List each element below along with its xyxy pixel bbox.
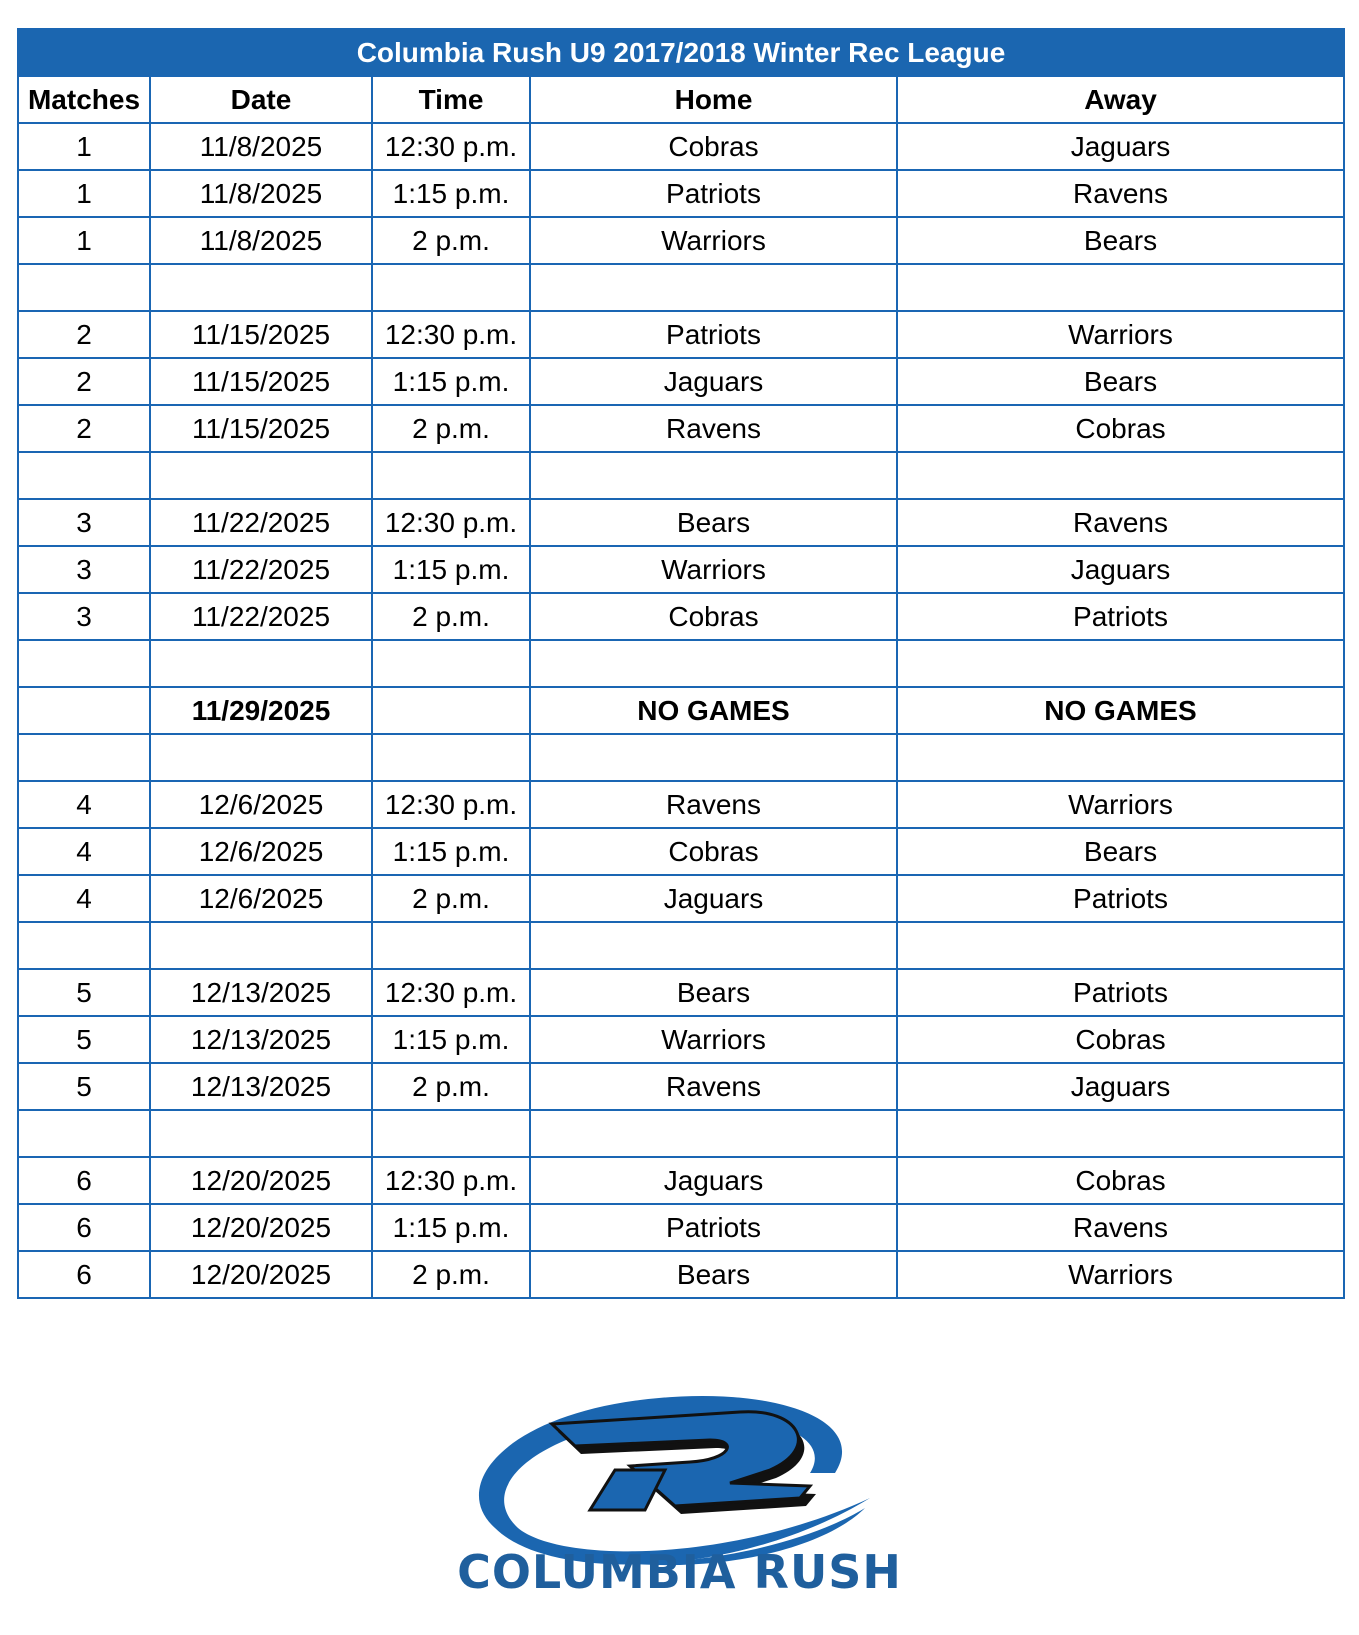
- cell-match: 3: [18, 593, 150, 640]
- schedule-body: [18, 123, 1344, 1298]
- cell-match: [18, 922, 150, 969]
- cell-home: [530, 640, 897, 687]
- cell-home: [530, 1110, 897, 1157]
- cell-time: [372, 687, 530, 734]
- cell-time: [372, 264, 530, 311]
- cell-match: 6: [18, 1157, 150, 1204]
- table-row: [18, 452, 1344, 499]
- cell-date: 12/6/2025: [150, 828, 372, 875]
- cell-match: [18, 640, 150, 687]
- cell-time: 12:30 p.m.: [372, 781, 530, 828]
- cell-home: Cobras: [530, 828, 897, 875]
- cell-away: NO GAMES: [897, 687, 1344, 734]
- cell-match: 1: [18, 217, 150, 264]
- table-row: [18, 781, 1344, 828]
- table-row: [18, 123, 1344, 170]
- cell-home: Bears: [530, 969, 897, 1016]
- cell-home: Patriots: [530, 1204, 897, 1251]
- cell-home: Ravens: [530, 781, 897, 828]
- cell-away: Bears: [897, 828, 1344, 875]
- cell-away: Cobras: [897, 1157, 1344, 1204]
- table-row: [18, 264, 1344, 311]
- cell-match: 4: [18, 875, 150, 922]
- cell-match: 4: [18, 781, 150, 828]
- cell-away: Jaguars: [897, 123, 1344, 170]
- cell-date: 12/20/2025: [150, 1251, 372, 1298]
- cell-date: 12/20/2025: [150, 1157, 372, 1204]
- cell-date: [150, 452, 372, 499]
- cell-time: 2 p.m.: [372, 405, 530, 452]
- table-row: [18, 499, 1344, 546]
- cell-time: [372, 1110, 530, 1157]
- cell-match: [18, 264, 150, 311]
- table-row: [18, 922, 1344, 969]
- cell-away: Patriots: [897, 875, 1344, 922]
- cell-home: Cobras: [530, 123, 897, 170]
- cell-match: 3: [18, 546, 150, 593]
- table-row: [18, 875, 1344, 922]
- cell-time: 2 p.m.: [372, 875, 530, 922]
- cell-match: 5: [18, 1063, 150, 1110]
- cell-date: 12/13/2025: [150, 969, 372, 1016]
- cell-home: Warriors: [530, 546, 897, 593]
- cell-match: [18, 734, 150, 781]
- cell-away: Ravens: [897, 499, 1344, 546]
- cell-time: 2 p.m.: [372, 1063, 530, 1110]
- table-row: [18, 969, 1344, 1016]
- cell-home: Warriors: [530, 217, 897, 264]
- cell-match: 1: [18, 123, 150, 170]
- cell-home: Patriots: [530, 170, 897, 217]
- cell-date: [150, 922, 372, 969]
- table-row: [18, 217, 1344, 264]
- cell-away: Bears: [897, 358, 1344, 405]
- cell-date: 11/15/2025: [150, 405, 372, 452]
- table-row: [18, 170, 1344, 217]
- cell-home: Jaguars: [530, 875, 897, 922]
- table-row: [18, 546, 1344, 593]
- cell-away: [897, 264, 1344, 311]
- cell-date: 11/22/2025: [150, 593, 372, 640]
- cell-match: 2: [18, 358, 150, 405]
- cell-match: 4: [18, 828, 150, 875]
- cell-match: [18, 1110, 150, 1157]
- schedule-sheet: [17, 28, 1343, 1299]
- cell-home: [530, 452, 897, 499]
- cell-away: Warriors: [897, 1251, 1344, 1298]
- cell-away: [897, 734, 1344, 781]
- cell-away: [897, 640, 1344, 687]
- table-row: [18, 734, 1344, 781]
- cell-away: Warriors: [897, 781, 1344, 828]
- cell-away: Ravens: [897, 1204, 1344, 1251]
- cell-away: [897, 452, 1344, 499]
- cell-time: 12:30 p.m.: [372, 969, 530, 1016]
- cell-time: 1:15 p.m.: [372, 170, 530, 217]
- cell-time: 2 p.m.: [372, 593, 530, 640]
- cell-date: 11/15/2025: [150, 311, 372, 358]
- cell-away: [897, 1110, 1344, 1157]
- cell-home: Cobras: [530, 593, 897, 640]
- table-row: [18, 1110, 1344, 1157]
- cell-time: [372, 922, 530, 969]
- cell-home: Ravens: [530, 1063, 897, 1110]
- cell-home: Jaguars: [530, 358, 897, 405]
- table-row: [18, 593, 1344, 640]
- table-row: [18, 405, 1344, 452]
- cell-date: 11/29/2025: [150, 687, 372, 734]
- cell-time: 1:15 p.m.: [372, 828, 530, 875]
- cell-time: 1:15 p.m.: [372, 1204, 530, 1251]
- cell-away: Warriors: [897, 311, 1344, 358]
- table-row: [18, 1063, 1344, 1110]
- cell-date: [150, 640, 372, 687]
- cell-date: 12/6/2025: [150, 875, 372, 922]
- table-row: [18, 1204, 1344, 1251]
- column-header-time: Time: [372, 76, 530, 123]
- cell-away: Patriots: [897, 969, 1344, 1016]
- table-row: [18, 828, 1344, 875]
- cell-time: 1:15 p.m.: [372, 358, 530, 405]
- cell-date: 11/8/2025: [150, 123, 372, 170]
- cell-date: [150, 264, 372, 311]
- cell-time: 2 p.m.: [372, 217, 530, 264]
- cell-date: 12/20/2025: [150, 1204, 372, 1251]
- table-row: [18, 358, 1344, 405]
- cell-time: [372, 640, 530, 687]
- cell-home: Bears: [530, 499, 897, 546]
- cell-match: [18, 687, 150, 734]
- cell-date: [150, 1110, 372, 1157]
- cell-home: [530, 264, 897, 311]
- cell-away: [897, 922, 1344, 969]
- cell-match: 5: [18, 969, 150, 1016]
- title-row: [18, 29, 1344, 76]
- table-title: Columbia Rush U9 2017/2018 Winter Rec League: [18, 29, 1344, 76]
- cell-date: 11/8/2025: [150, 217, 372, 264]
- cell-away: Cobras: [897, 1016, 1344, 1063]
- cell-away: Jaguars: [897, 1063, 1344, 1110]
- cell-match: 3: [18, 499, 150, 546]
- cell-away: Jaguars: [897, 546, 1344, 593]
- cell-match: 1: [18, 170, 150, 217]
- cell-date: 12/13/2025: [150, 1063, 372, 1110]
- cell-away: Cobras: [897, 405, 1344, 452]
- cell-away: Ravens: [897, 170, 1344, 217]
- cell-time: 2 p.m.: [372, 1251, 530, 1298]
- cell-date: 11/22/2025: [150, 499, 372, 546]
- table-row: [18, 1251, 1344, 1298]
- cell-date: 11/15/2025: [150, 358, 372, 405]
- cell-home: NO GAMES: [530, 687, 897, 734]
- cell-match: 2: [18, 405, 150, 452]
- cell-home: Patriots: [530, 311, 897, 358]
- column-header-home: Home: [530, 76, 897, 123]
- cell-date: 11/8/2025: [150, 170, 372, 217]
- table-row: [18, 1016, 1344, 1063]
- cell-match: 5: [18, 1016, 150, 1063]
- cell-time: 1:15 p.m.: [372, 546, 530, 593]
- cell-home: Jaguars: [530, 1157, 897, 1204]
- cell-time: 12:30 p.m.: [372, 123, 530, 170]
- cell-date: 12/13/2025: [150, 1016, 372, 1063]
- schedule-table: [17, 28, 1345, 1299]
- cell-time: 12:30 p.m.: [372, 1157, 530, 1204]
- table-row: [18, 687, 1344, 734]
- columbia-rush-wordmark: COLUMBIA RUSH: [457, 1545, 902, 1599]
- cell-time: 1:15 p.m.: [372, 1016, 530, 1063]
- table-row: [18, 311, 1344, 358]
- cell-time: [372, 452, 530, 499]
- cell-time: 12:30 p.m.: [372, 499, 530, 546]
- table-row: [18, 640, 1344, 687]
- cell-match: 2: [18, 311, 150, 358]
- cell-home: Warriors: [530, 1016, 897, 1063]
- column-header-away: Away: [897, 76, 1344, 123]
- cell-home: [530, 922, 897, 969]
- cell-away: Patriots: [897, 593, 1344, 640]
- cell-time: [372, 734, 530, 781]
- column-header-matches: Matches: [18, 76, 150, 123]
- cell-home: Bears: [530, 1251, 897, 1298]
- table-row: [18, 1157, 1344, 1204]
- cell-away: Bears: [897, 217, 1344, 264]
- cell-date: [150, 734, 372, 781]
- column-header-date: Date: [150, 76, 372, 123]
- header-row: [18, 76, 1344, 123]
- cell-home: Ravens: [530, 405, 897, 452]
- cell-date: 12/6/2025: [150, 781, 372, 828]
- cell-match: [18, 452, 150, 499]
- cell-match: 6: [18, 1204, 150, 1251]
- cell-match: 6: [18, 1251, 150, 1298]
- cell-date: 11/22/2025: [150, 546, 372, 593]
- cell-time: 12:30 p.m.: [372, 311, 530, 358]
- cell-home: [530, 734, 897, 781]
